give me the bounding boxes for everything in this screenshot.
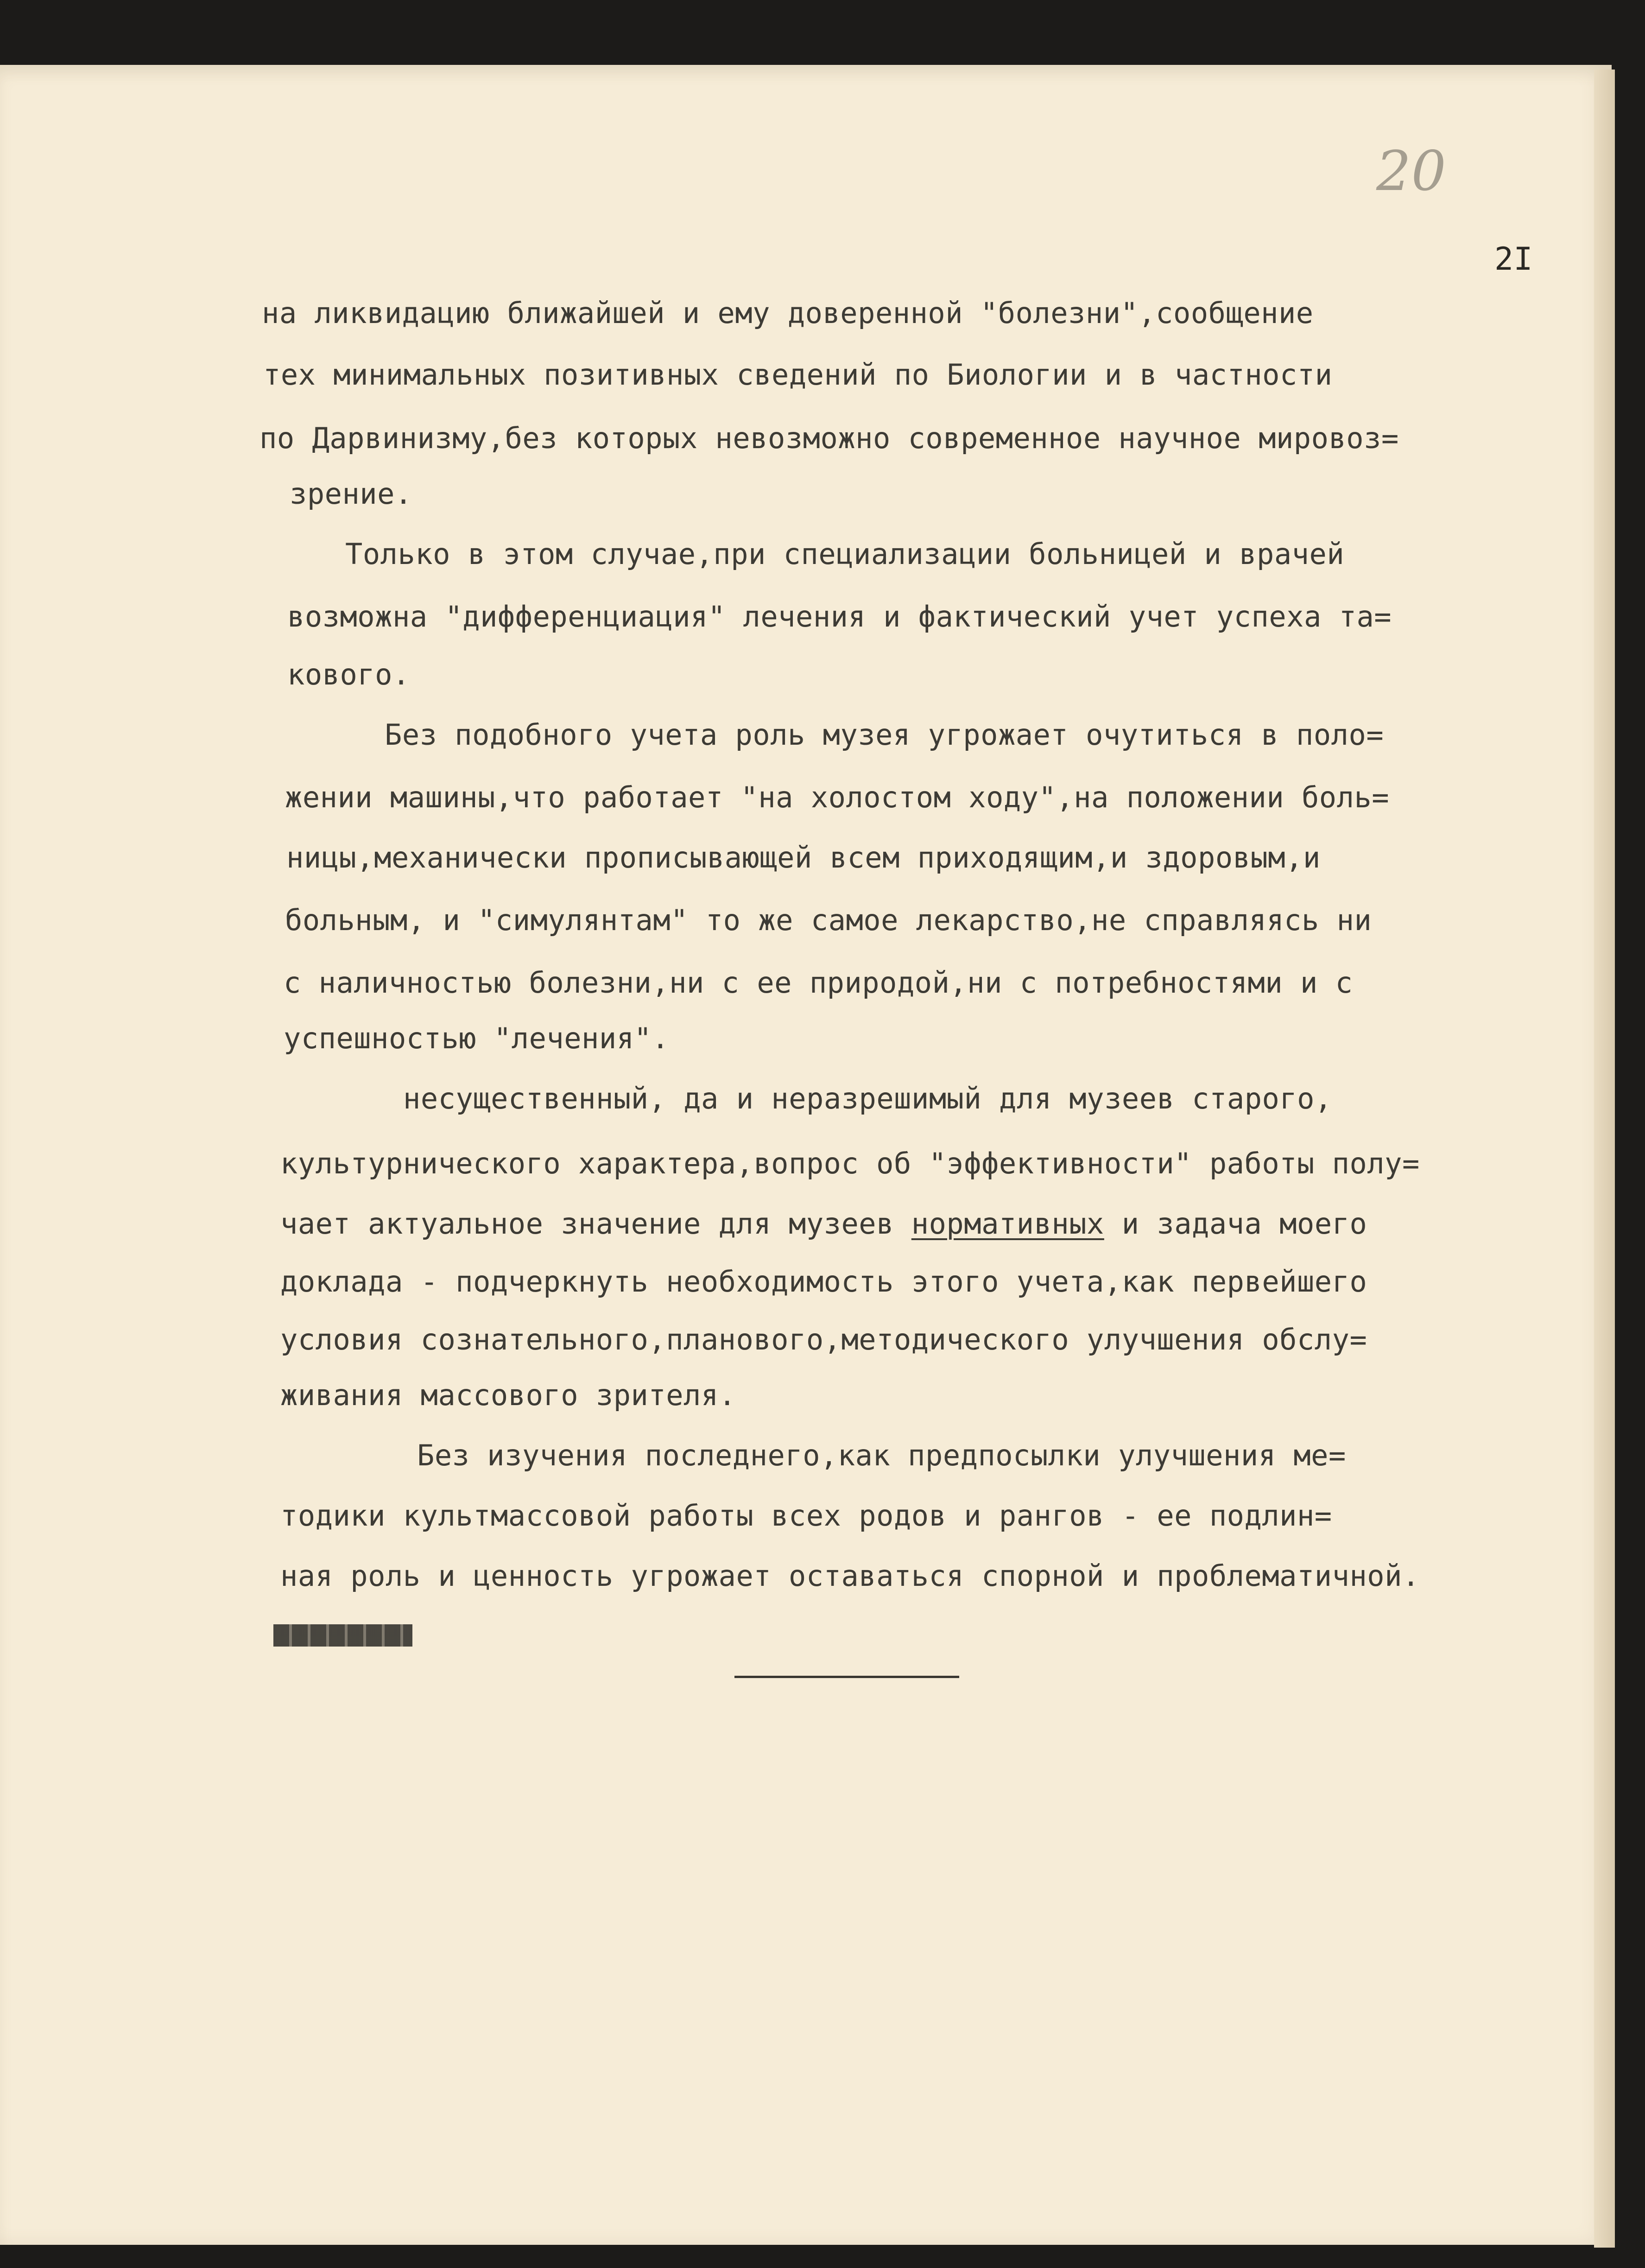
text-line: зрение. — [290, 477, 412, 511]
text-line: Без подобного учета роль музея угрожает очутиться в поло= — [385, 718, 1384, 752]
text-line: больным, и "симулянтам" то же самое лекарство,не справляясь ни — [285, 903, 1372, 937]
text-line: с наличностью болезни,ни с ее природой,ни с потребностями и с — [284, 966, 1353, 1000]
pencil-page-number: 20 — [1376, 139, 1447, 203]
text-line: ницы,механически прописывающей всем приходящим,и здоровым,и — [286, 841, 1321, 874]
text-line: культурнического характера,вопрос об "эффективности" работы полу= — [280, 1147, 1420, 1180]
text-line: жении машины,что работает "на холостом ходу",на положении боль= — [285, 780, 1390, 814]
struck-out-text — [273, 1624, 412, 1647]
text-line: несущественный, да и неразрешимый для музеев старого, — [403, 1082, 1332, 1115]
text-line: живания массового зрителя. — [280, 1378, 736, 1412]
text-line: условия сознательного,планового,методического улучшения обслу= — [280, 1323, 1367, 1356]
text-line: кового. — [287, 658, 410, 691]
text-line: доклада - подчеркнуть необходимость этого учета,как первейшего — [280, 1265, 1367, 1299]
underlined-word: нормативных — [911, 1207, 1104, 1241]
text-line: успешностью "лечения". — [284, 1021, 670, 1055]
text-line: по Дарвинизму,без которых невозможно современное научное мировоз= — [259, 421, 1399, 455]
text-line: на ликвидацию ближайшей и ему доверенной "болезни",сообщение — [262, 296, 1314, 330]
line-16-after: и задача моего — [1104, 1207, 1367, 1241]
text-line: возможна "дифференциация" лечения и фактический учет успеха та= — [287, 600, 1392, 634]
text-line: Без изучения последнего,как предпосылки улучшения ме= — [417, 1438, 1346, 1472]
text-line: тодики культмассовой работы всех родов и рангов - ее подлин= — [280, 1499, 1332, 1533]
line-16-before: чает актуальное значение для музеев — [280, 1207, 911, 1241]
text-line: ная роль и ценность угрожает оставаться спорной и проблематичной. — [280, 1559, 1420, 1593]
closing-rule — [734, 1676, 959, 1678]
text-line-underlined — [280, 1207, 1367, 1241]
text-line: тех минимальных позитивных сведений по Биологии и в частности — [263, 358, 1333, 392]
typed-page-number: 2I — [1494, 241, 1533, 278]
text-line: Только в этом случае,при специализации больницей и врачей — [345, 537, 1345, 571]
